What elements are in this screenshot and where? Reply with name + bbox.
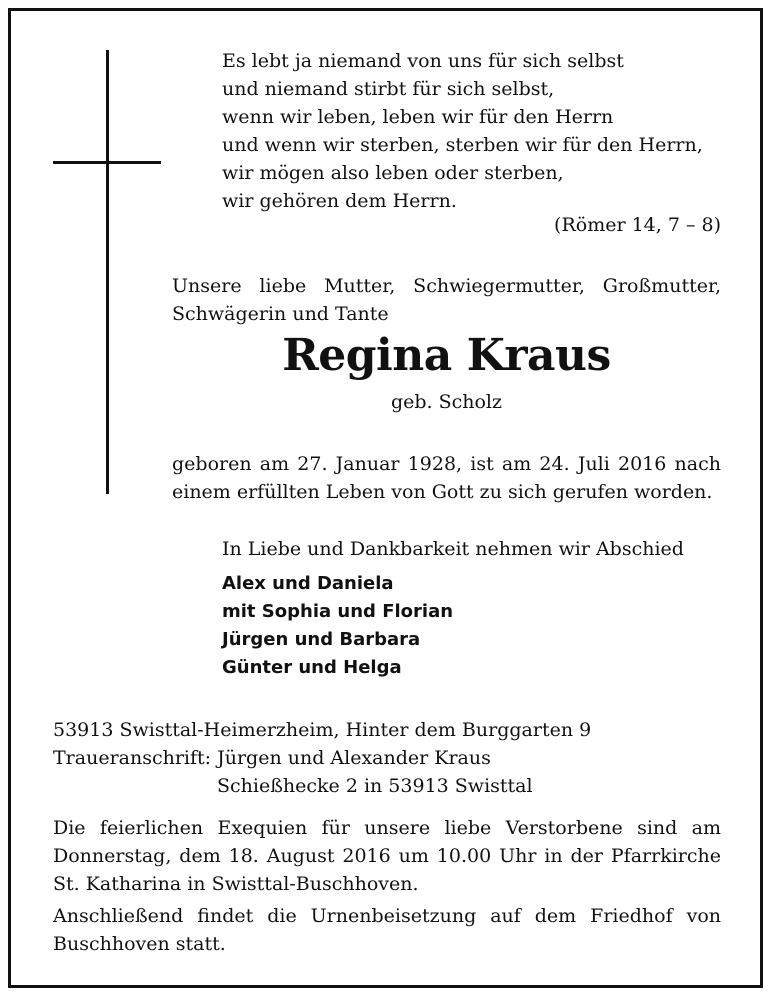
cross-icon-horizontal [53,161,161,164]
verse-reference: (Römer 14, 7 – 8) [554,214,721,236]
verse-line: und niemand stirbt für sich selbst, [222,78,555,100]
mourners-list [222,570,453,682]
mourner-item: Günter und Helga [222,657,402,678]
mourner-item: Alex und Daniela [222,573,394,594]
verse-line: Es lebt ja niemand von uns für sich selbst [222,50,624,72]
mourning-address: Traueranschrift: Jürgen und Alexander Kraus [53,747,491,769]
funeral-service-info: Die feierlichen Exequien für unsere liebe Verstorbene sind am Donnerstag, dem 18. August 2016 um 10.00 Uhr in der Pfarrkirche St. Katharina in Swisttal-Buschhoven. [53,817,721,895]
mourning-address-street: Schießhecke 2 in 53913 Swisttal [217,775,533,797]
deceased-name: Regina Kraus [282,330,611,381]
verse-line: wir gehören dem Herrn. [222,190,457,212]
cross-icon-vertical [106,50,109,494]
verse-line: wir mögen also leben oder sterben, [222,162,564,184]
mourner-item: mit Sophia und Florian [222,601,454,622]
relationship-intro: Unsere liebe Mutter, Schwiegermutter, Großmutter, Schwägerin und Tante [172,275,721,325]
verse-line: wenn wir leben, leben wir für den Herrn [222,106,614,128]
verse-line: und wenn wir sterben, sterben wir für den Herrn, [222,134,703,156]
farewell-text: In Liebe und Dankbarkeit nehmen wir Abschied [222,538,684,560]
birth-name: geb. Scholz [390,391,503,413]
life-dates: geboren am 27. Januar 1928, ist am 24. Juli 2016 nach einem erfüllten Leben von Gott zu sich gerufen worden. [172,453,721,503]
mourner-item: Jürgen und Barbara [222,629,421,650]
bible-verse [222,47,703,215]
address-block [53,716,591,800]
home-address: 53913 Swisttal-Heimerzheim, Hinter dem Burggarten 9 [53,719,592,741]
burial-info: Anschließend findet die Urnenbeisetzung auf dem Friedhof von Buschhoven statt. [53,905,721,955]
